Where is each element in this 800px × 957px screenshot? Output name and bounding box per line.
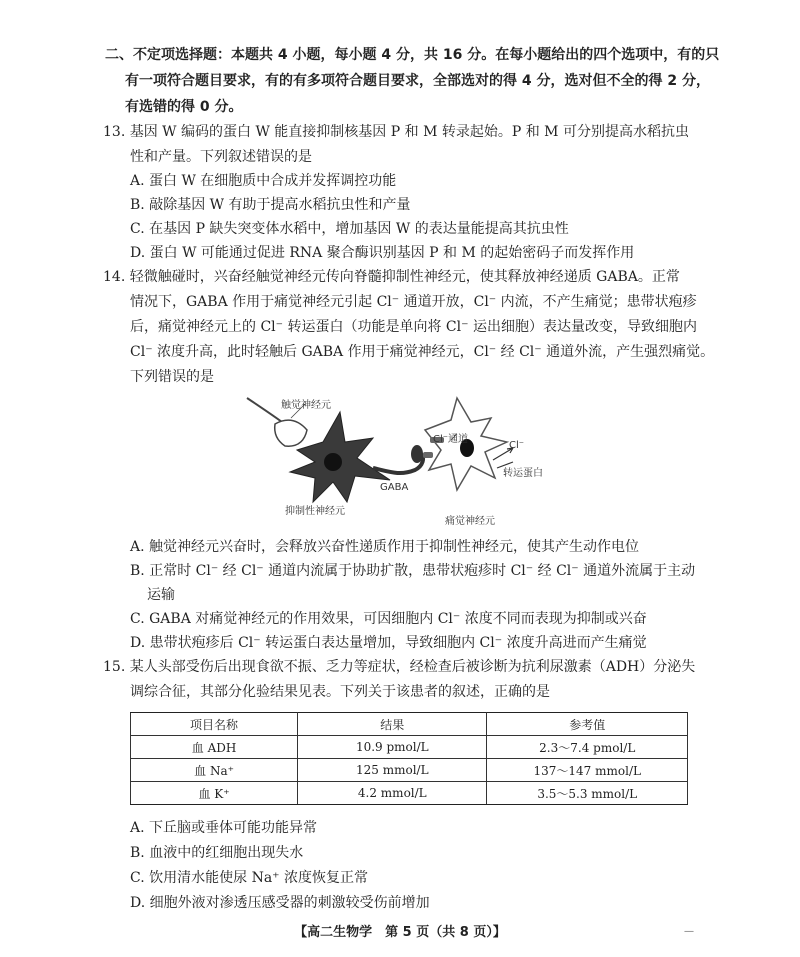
q14-option-d[interactable]: D. 患带状疱疹后 Cl⁻ 转运蛋白表达量增加，导致细胞内 Cl⁻ 浓度升高进而产生痛觉 [130,635,647,651]
gaba-terminal [411,445,423,463]
q14-stem-line-4: Cl⁻ 浓度升高，此时轻触后 GABA 作用于痛觉神经元，Cl⁻ 经 Cl⁻ 通道外流，产生强烈痛觉。 [130,344,715,360]
table-header-item: 项目名称 [131,713,298,736]
q14-option-c[interactable]: C. GABA 对痛觉神经元的作用效果，可因细胞内 Cl⁻ 浓度不同而表现为抑制或兴奋 [130,611,647,627]
section-header-line-3: 有选错的得 0 分。 [125,99,243,115]
q14-stem-line-2: 情况下，GABA 作用于痛觉神经元引起 Cl⁻ 通道开放，Cl⁻ 内流，不产生痛觉；患带状疱疹 [130,294,697,310]
label-transporter: 转运蛋白 [503,468,543,479]
label-cl-channel: Cl⁻通道 [433,434,469,445]
section-header-line-2: 有一项符合题目要求，有的有多项符合题目要求，全部选对的得 4 分，选对但不全的得 2 分， [125,73,710,89]
table-cell: 3.5～5.3 mmol/L [487,782,688,805]
touch-neuron-terminal [275,420,307,446]
page-footer: 【高二生物学 第 5 页（共 8 页）】 [294,925,506,940]
cl-channel-2 [423,452,433,458]
label-touch-neuron: 触觉神经元 [281,400,331,411]
corner-mark: — [684,926,694,937]
table-header-reference: 参考值 [487,713,688,736]
table-header-row [131,713,688,736]
table-row [131,759,688,782]
section-header-line-1: 二、不定项选择题：本题共 4 小题，每小题 4 分，共 16 分。在每小题给出的四个选项中，有的只 [105,47,720,63]
label-gaba: GABA [380,482,409,493]
q13-option-d[interactable]: D. 蛋白 W 可能通过促进 RNA 聚合酶识别基因 P 和 M 的起始密码子而发挥作用 [130,245,635,261]
q15-stem-line-1: 15. 某人头部受伤后出现食欲不振、乏力等症状，经检查后被诊断为抗利尿激素（ADH）分泌失 [103,659,696,675]
table-row [131,782,688,805]
q15-stem-line-2: 调综合征，其部分化验结果见表。下列关于该患者的叙述，正确的是 [130,684,550,700]
q14-stem-line-5: 下列错误的是 [130,369,214,385]
q15-option-d[interactable]: D. 细胞外液对渗透压感受器的刺激较受伤前增加 [130,895,430,911]
q13-option-c[interactable]: C. 在基因 P 缺失突变体水稻中，增加基因 W 的表达量能提高其抗虫性 [130,221,569,237]
q14-option-b-line-2[interactable]: 运输 [147,587,175,603]
q15-option-a[interactable]: A. 下丘脑或垂体可能功能异常 [130,820,318,836]
table-cell: 血 ADH [131,736,298,759]
q15-option-c[interactable]: C. 饮用清水能使尿 Na⁺ 浓度恢复正常 [130,870,368,886]
q15-option-b[interactable]: B. 血液中的红细胞出现失水 [130,845,304,861]
table-cell: 10.9 pmol/L [298,736,487,759]
table-header-result: 结果 [298,713,487,736]
table-cell: 125 mmol/L [298,759,487,782]
table-cell: 血 K⁺ [131,782,298,805]
lab-results-table [130,712,688,805]
label-inhibitory-neuron: 抑制性神经元 [285,506,345,517]
neuron-diagram [245,390,565,530]
table-cell: 4.2 mmol/L [298,782,487,805]
label-pain-neuron: 痛觉神经元 [445,516,495,527]
q14-stem-line-1: 14. 轻微触碰时，兴奋经触觉神经元传向脊髓抑制性神经元，使其释放神经递质 GABA。正常 [103,269,680,285]
table-cell: 137～147 mmol/L [487,759,688,782]
q14-stem-line-3: 后，痛觉神经元上的 Cl⁻ 转运蛋白（功能是单向将 Cl⁻ 运出细胞）表达量改变，导致细胞内 [130,319,697,335]
table-cell: 血 Na⁺ [131,759,298,782]
q14-option-a[interactable]: A. 触觉神经元兴奋时，会释放兴奋性递质作用于抑制性神经元，使其产生动作电位 [130,539,640,555]
q13-stem-line-2: 性和产量。下列叙述错误的是 [130,149,312,165]
q13-option-b[interactable]: B. 敲除基因 W 有助于提高水稻抗虫性和产量 [130,197,411,213]
q14-option-b-line-1[interactable]: B. 正常时 Cl⁻ 经 Cl⁻ 通道内流属于协助扩散，患带状疱疹时 Cl⁻ 经 Cl⁻ 通道外流属于主动 [130,563,696,579]
q13-stem-line-1: 13. 基因 W 编码的蛋白 W 能直接抑制核基因 P 和 M 转录起始。P 和 M 可分别提高水稻抗虫 [103,124,689,140]
table-row [131,736,688,759]
inhibitory-neuron-nucleus [324,453,342,471]
table-cell: 2.3～7.4 pmol/L [487,736,688,759]
q13-option-a[interactable]: A. 蛋白 W 在细胞质中合成并发挥调控功能 [130,173,397,189]
label-cl-ion: Cl⁻ [509,440,525,451]
